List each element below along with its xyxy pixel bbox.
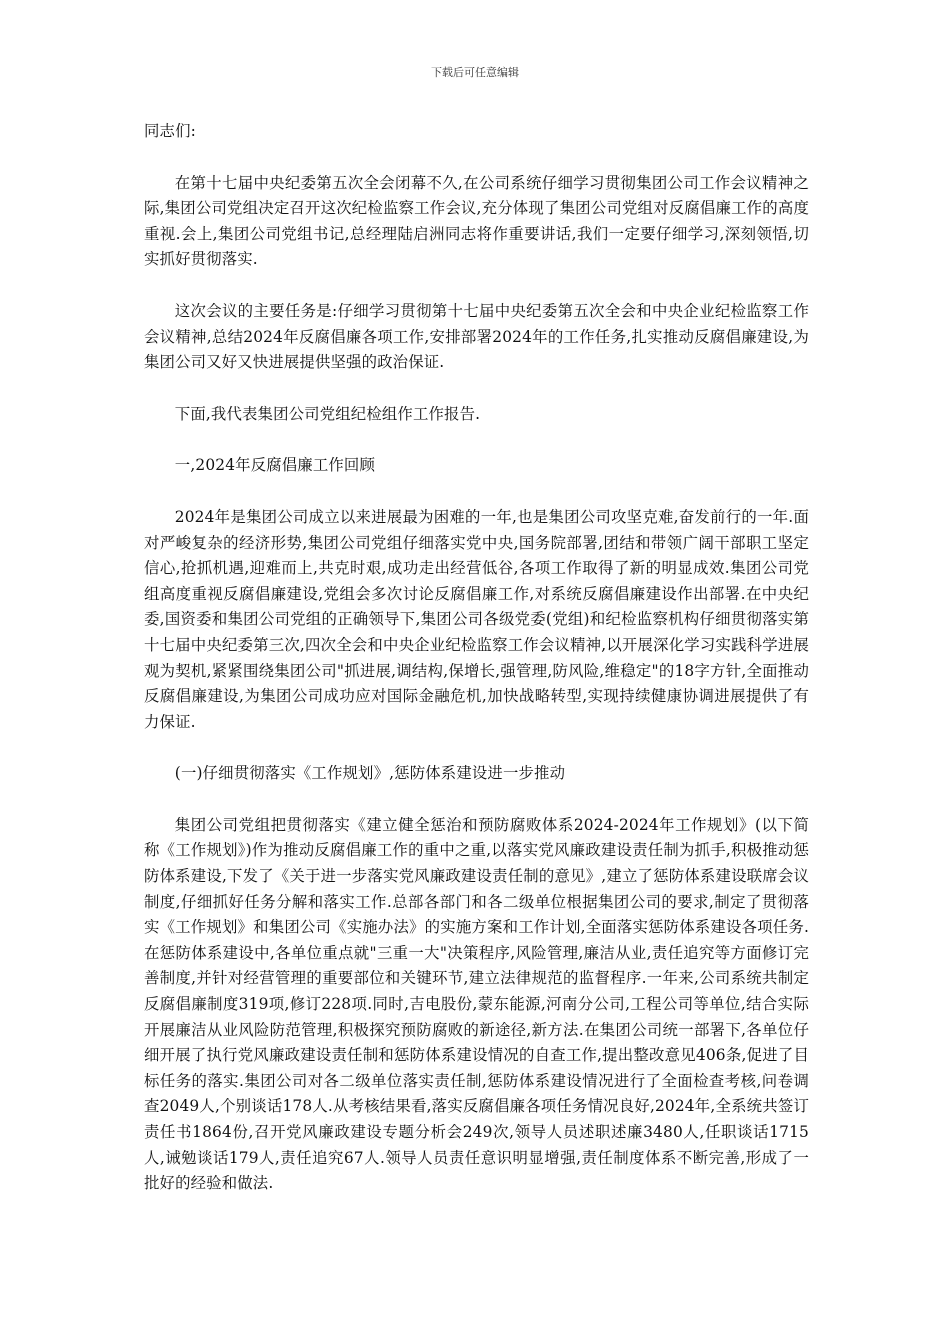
page-header-note: 下载后可任意编辑 (431, 66, 519, 79)
section-heading-1: 一,2024年反腐倡廉工作回顾 (174, 456, 376, 475)
paragraph-meeting-tasks: 这次会议的主要任务是:仔细学习贯彻第十七届中央纪委第五次全会和中央企业纪检监察工作会议精神,总结2024年反腐倡廉各项工作,安排部署2024年的工作任务,扎实推动反腐倡廉建设,为集团公司又好又快进展提供坚强的政治保证. (144, 301, 809, 372)
subsection-heading-1: (一)仔细贯彻落实《工作规划》,惩防体系建设进一步推动 (174, 764, 566, 783)
document-body (144, 119, 809, 1223)
paragraph-subsection-1: 集团公司党组把贯彻落实《建立健全惩治和预防腐败体系2024-2024年工作规划》(以下简称《工作规划》)作为推动反腐倡廉工作的重中之重,以落实党风廉政建设责任制为抓手,积极推动惩防体系建设,下发了《关于进一步落实党风廉政建设责任制的意见》,建立了惩防体系建设联席会议制度,仔细抓好任务分解和落实工作.总部各部门和各二级单位根据集团公司的要求,制定了贯彻落实《工作规划》和集团公司《实施办法》的实施方案和工作计划,全面落实惩防体系建设各项任务.在惩防体系建设中,各单位重点就"三重一大"决策程序,风险管理,廉洁从业,责任追究等方面修订完善制度,并针对经营管理的重要部位和关键环节,建立法律规范的监督程序.一年来,公司系统共制定反腐倡廉制度319项,修订228项.同时,吉电股份,蒙东能源,河南分公司,工程公司等单位,结合实际开展廉洁从业风险防范管理,积极探究预防腐败的新途径,新方法.在集团公司统一部署下,各单位仔细开展了执行党风廉政建设责任制和惩防体系建设情况的自查工作,提出整改意见406条,促进了目标任务的落实.集团公司对各二级单位落实责任制,惩防体系建设情况进行了全面检查考核,问卷调查2049人,个别谈话178人.从考核结果看,落实反腐倡廉各项任务情况良好,2024年,全系统共签订责任书1864份,召开党风廉政建设专题分析会249次,领导人员述职述廉3480人,任职谈话1715人,诫勉谈话179人,责任追究67人.领导人员责任意识明显增强,责任制度体系不断完善,形成了一批好的经验和做法. (144, 815, 809, 1193)
salutation: 同志们: (144, 122, 196, 140)
paragraph-report-intro: 下面,我代表集团公司党组纪检组作工作报告. (174, 404, 481, 423)
paragraph-opening: 在第十七届中央纪委第五次全会闭幕不久,在公司系统仔细学习贯彻集团公司工作会议精神之际,集团公司党组决定召开这次纪检监察工作会议,充分体现了集团公司党组对反腐倡廉工作的高度重视.会上,集团公司党组书记,总经理陆启洲同志将作重要讲话,我们一定要仔细学习,深刻领悟,切实抓好贯彻落实. (144, 173, 809, 269)
paragraph-section-1: 2024年是集团公司成立以来进展最为困难的一年,也是集团公司攻坚克难,奋发前行的一年.面对严峻复杂的经济形势,集团公司党组仔细落实党中央,国务院部署,团结和带领广阔干部职工坚定信心,抢抓机遇,迎难而上,共克时艰,成功走出经营低谷,各项工作取得了新的明显成效.集团公司党组高度重视反腐倡廉建设,党组会多次讨论反腐倡廉工作,对系统反腐倡廉建设作出部署.在中央纪委,国资委和集团公司党组的正确领导下,集团公司各级党委(党组)和纪检监察机构仔细贯彻落实第十七届中央纪委第三次,四次全会和中央企业纪检监察工作会议精神,以开展深化学习实践科学进展观为契机,紧紧围绕集团公司"抓进展,调结构,保增长,强管理,防风险,维稳定"的18字方针,全面推动反腐倡廉建设,为集团公司成功应对国际金融危机,加快战略转型,实现持续健康协调进展提供了有力保证. (144, 507, 809, 731)
